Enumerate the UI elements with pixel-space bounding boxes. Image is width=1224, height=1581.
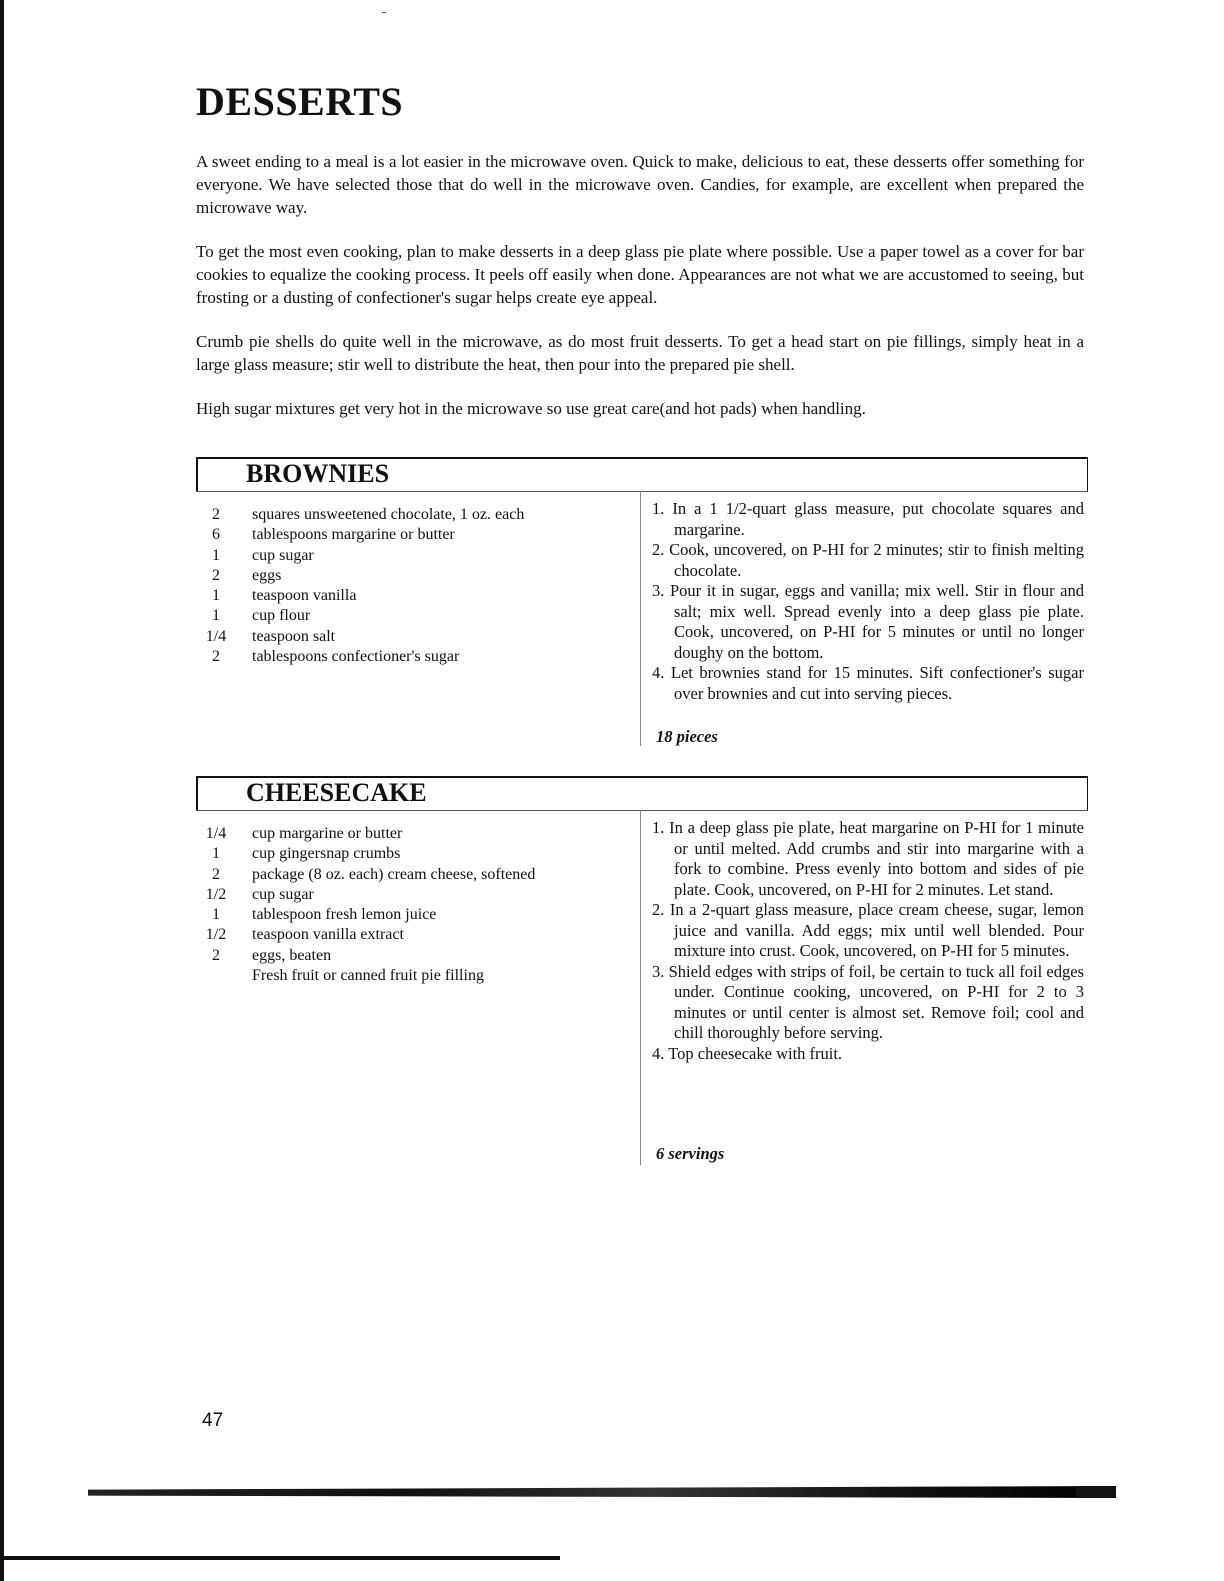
ingredient-item: teaspoon salt: [252, 627, 336, 645]
ingredient-qty: 2: [212, 506, 220, 523]
ingredient-item: cup sugar: [252, 885, 314, 903]
ingredient-item: tablespoons confectioner's sugar: [252, 648, 460, 666]
ingredient-item: package (8 oz. each) cream cheese, softened: [252, 865, 536, 883]
ingredient-item: teaspoon vanilla: [252, 587, 357, 605]
recipe-body: [196, 491, 1088, 751]
ingredient: [196, 844, 616, 864]
page-title: DESSERTS: [196, 79, 404, 124]
scan-speck: [382, 12, 386, 13]
column-divider: [640, 491, 641, 746]
ingredient-qty: 1: [212, 587, 220, 605]
step: 1. In a 1 1/2-quart glass measure, put chocolate squares and margarine.: [652, 499, 1084, 539]
ingredient-list: [196, 824, 616, 986]
ingredient-item: eggs, beaten: [252, 946, 332, 964]
ingredient-qty: 1/2: [205, 926, 227, 944]
ingredient: [196, 546, 616, 566]
recipe-body: [196, 810, 1088, 1190]
ingredient-qty: [196, 966, 236, 986]
page-number: 47: [202, 1410, 224, 1431]
ingredient: [196, 905, 616, 925]
ingredient-item: eggs: [252, 566, 282, 584]
recipe-title: CHEESECAKE: [246, 778, 427, 807]
recipe-brownies: [196, 457, 1088, 751]
ingredient-qty: 1/4: [205, 627, 227, 645]
intro-paragraph: Crumb pie shells do quite well in the microwave, as do most fruit desserts. To get a head start on pie fillings, simply heat in a large glass measure; stir well to distribute the heat, then pour into the prepared pie shell.: [196, 332, 1084, 374]
step: 2. In a 2-quart glass measure, place cream cheese, sugar, lemon juice and vanilla. Add eggs; mix until well blended. Pour mixture into crust. Cook, uncovered, on P-HI for 5 minutes.: [652, 900, 1084, 960]
ingredient-qty: 1: [212, 906, 220, 924]
recipe-cheesecake: [196, 776, 1088, 1190]
ingredient-item: Fresh fruit or canned fruit pie filling: [252, 967, 484, 985]
ingredient: [196, 627, 616, 647]
step: 3. Shield edges with strips of foil, be certain to tuck all foil edges under. Continue cooking, uncovered, on P-HI for 2 to 3 minutes or until center is almost set. Remove foil; cool and chill thoroughly before serving.: [652, 961, 1084, 1042]
ingredient-qty: 6: [212, 526, 220, 544]
ingredient: [196, 946, 616, 966]
recipe-yield: 18 pieces: [656, 727, 718, 746]
recipe-header: [196, 776, 1088, 810]
ingredient-qty: 2: [212, 946, 220, 964]
step: 2. Cook, uncovered, on P-HI for 2 minutes; stir to finish melting chocolate.: [652, 540, 1084, 580]
intro-text: [196, 150, 1084, 441]
intro-paragraph: A sweet ending to a meal is a lot easier in the microwave oven. Quick to make, delicious to eat, these desserts offer something for everyone. We have selected those that do well in the microwave oven. Candies, for example, are excellent when prepared the microwave way.: [196, 152, 1084, 217]
step-list: [652, 818, 1084, 1064]
ingredient-qty: 1: [212, 845, 220, 863]
ingredient-item: cup sugar: [252, 546, 314, 564]
ingredient-qty: 1/4: [205, 825, 227, 842]
step: 4. Top cheesecake with fruit.: [652, 1043, 843, 1063]
ingredient: [196, 505, 616, 525]
ingredient-qty: 2: [212, 865, 220, 883]
step: 1. In a deep glass pie plate, heat margarine on P-HI for 1 minute or until melted. Add crumbs and stir into margarine with a fork to combine. Press evenly into bottom and sides of pie plate. Cook, uncovered, on P-HI for 2 minutes. Let stand.: [652, 818, 1084, 899]
recipe-yield: 6 servings: [656, 1144, 725, 1163]
column-divider: [640, 810, 641, 1165]
ingredient-item: cup margarine or butter: [252, 825, 403, 842]
intro-paragraph: To get the most even cooking, plan to make desserts in a deep glass pie plate where possible. Use a paper towel as a cover for bar cookies to equalize the cooking process. It peels off easily when done. Appearances are not what we are accustomed to seeing, but frosting or a dusting of confectioner's sugar helps create eye appeal.: [196, 242, 1084, 307]
ingredient: [196, 566, 616, 586]
ingredient: [196, 606, 616, 626]
ingredient-item: tablespoons margarine or butter: [252, 526, 455, 544]
scan-left-edge: [0, 0, 4, 1581]
ingredient-item: cup flour: [252, 607, 311, 625]
step: 4. Let brownies stand for 15 minutes. Sift confectioner's sugar over brownies and cut into serving pieces.: [652, 663, 1084, 703]
ingredient-qty: 1: [212, 607, 220, 625]
ingredient: [196, 525, 616, 545]
ingredient-qty: 2: [212, 566, 220, 584]
step-list: [652, 499, 1084, 704]
ingredient: [196, 647, 616, 667]
ingredient: [196, 885, 616, 905]
step: 3. Pour it in sugar, eggs and vanilla; mix well. Stir in flour and salt; mix well. Spread evenly into a deep glass pie plate. Cook, uncovered, on P-HI for 5 minutes or until no longer doughy on the bottom.: [652, 581, 1084, 662]
recipe-title: BROWNIES: [246, 459, 390, 488]
ingredient: [196, 824, 616, 844]
ingredient-qty: 1/2: [205, 885, 227, 903]
ingredient-item: teaspoon vanilla extract: [252, 926, 404, 944]
ingredient-list: [196, 505, 616, 667]
recipe-header: [196, 457, 1088, 491]
ingredient-item: cup gingersnap crumbs: [252, 845, 401, 863]
ingredient: [196, 925, 616, 945]
ingredient: [196, 586, 616, 606]
ingredient-qty: 2: [212, 648, 220, 666]
ingredient: [196, 865, 616, 885]
scan-artifact-bar: [88, 1486, 1116, 1498]
intro-paragraph: High sugar mixtures get very hot in the microwave so use great care(and hot pads) when handling.: [196, 399, 866, 418]
ingredient-qty: 1: [212, 546, 220, 564]
ingredient-item: squares unsweetened chocolate, 1 oz. each: [252, 506, 525, 523]
ingredient-item: tablespoon fresh lemon juice: [252, 906, 437, 924]
scan-bottom-edge: [0, 1556, 560, 1560]
ingredient: [196, 966, 616, 986]
